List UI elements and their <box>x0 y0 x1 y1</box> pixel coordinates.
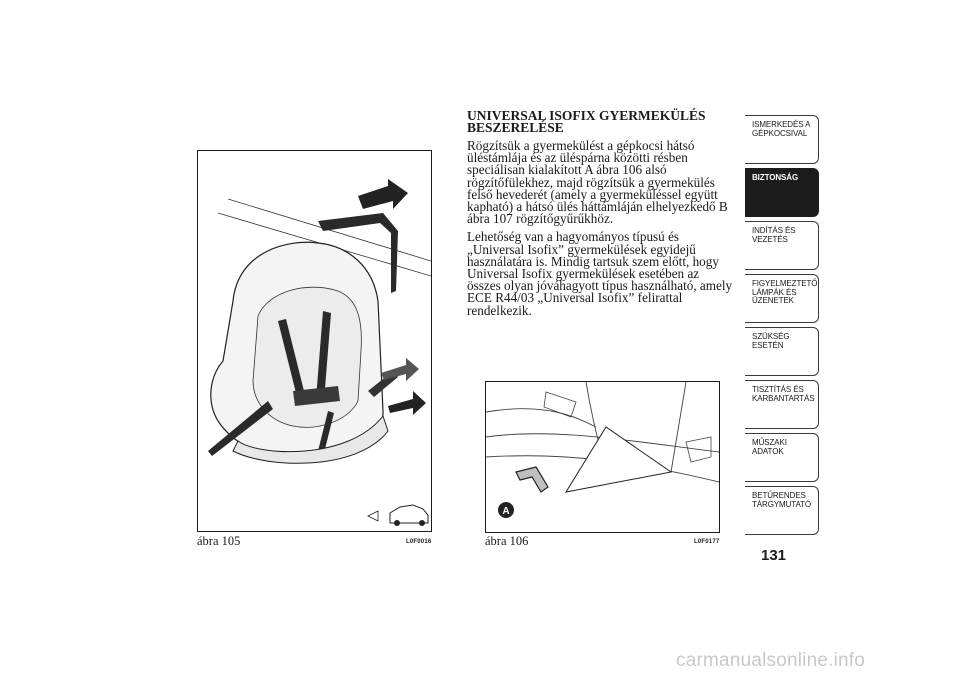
tab-szukseg[interactable] <box>745 327 819 376</box>
paragraph-1: Rögzítsük a gyermekülést a gépkocsi hátsó üléstámlája és az üléspárna közötti résben speciálisan kialakított A ábra 106 alsó rögzítőfülekhez, majd rögzítsük a gyermekülés felső hevederét (amely a gyermeküléssel együtt kapható) a hátsó ülés háttámláján elhelyezkedő B ábra 107 rögzítőgyűrűkhöz. <box>467 138 728 227</box>
chapter-tabs <box>745 115 819 539</box>
tab-label: FIGYELMEZTETŐ LÁMPÁK ÉS ÜZENETEK <box>752 279 818 305</box>
tab-label: INDÍTÁS ÉS VEZETÉS <box>752 226 796 244</box>
tab-biztonsag[interactable] <box>745 168 819 217</box>
isofix-anchor-illustration <box>486 382 719 532</box>
tab-label: SZÜKSÉG ESETÉN <box>752 332 790 350</box>
tab-tisztitas[interactable] <box>745 380 819 429</box>
figure-106-caption: ábra 106 <box>485 534 529 548</box>
tab-inditas[interactable] <box>745 221 819 270</box>
tab-ismerkedes[interactable] <box>745 115 819 164</box>
figure-106-isofix-anchor <box>485 381 720 533</box>
section-heading: UNIVERSAL ISOFIX GYERMEKÜLÉS BESZERELÉSE <box>467 108 706 135</box>
tab-label: MŰSZAKI ADATOK <box>752 438 787 456</box>
paragraph-2: Lehetőség van a hagyományos típusú és „Universal Isofix” gyermekülések egyidejű használatára is. Mindig tartsuk szem előtt, hogy Universal Isofix gyermekülések esetében az összes olyan jóváhagyott típus használható, amely ECE R44/03 „Universal Isofix” felirattal rendelkezik. <box>467 229 733 318</box>
figure-105-caption: ábra 105 <box>197 534 241 548</box>
tab-label: BETŰRENDES TÁRGYMUTATÓ <box>752 491 812 509</box>
tab-figyelmezteto[interactable] <box>745 274 819 323</box>
watermark-text: carmanualsonline.info <box>676 650 866 671</box>
child-seat-illustration <box>198 151 431 531</box>
tab-muszaki[interactable] <box>745 433 819 482</box>
section-body <box>467 110 735 323</box>
callout-a-label: A <box>502 506 510 517</box>
tab-label: ISMERKEDÉS A GÉPKOCSIVAL <box>752 120 810 138</box>
figure-105-code: L0F0016 <box>406 539 432 545</box>
tab-targymutato[interactable] <box>745 486 819 535</box>
figure-105-child-seat <box>197 150 432 532</box>
tab-label: BIZTONSÁG <box>752 173 799 182</box>
figure-106-code: L0F0177 <box>694 539 720 545</box>
page-number: 131 <box>761 547 787 564</box>
tab-label: TISZTÍTÁS ÉS KARBANTARTÁS <box>752 385 815 403</box>
